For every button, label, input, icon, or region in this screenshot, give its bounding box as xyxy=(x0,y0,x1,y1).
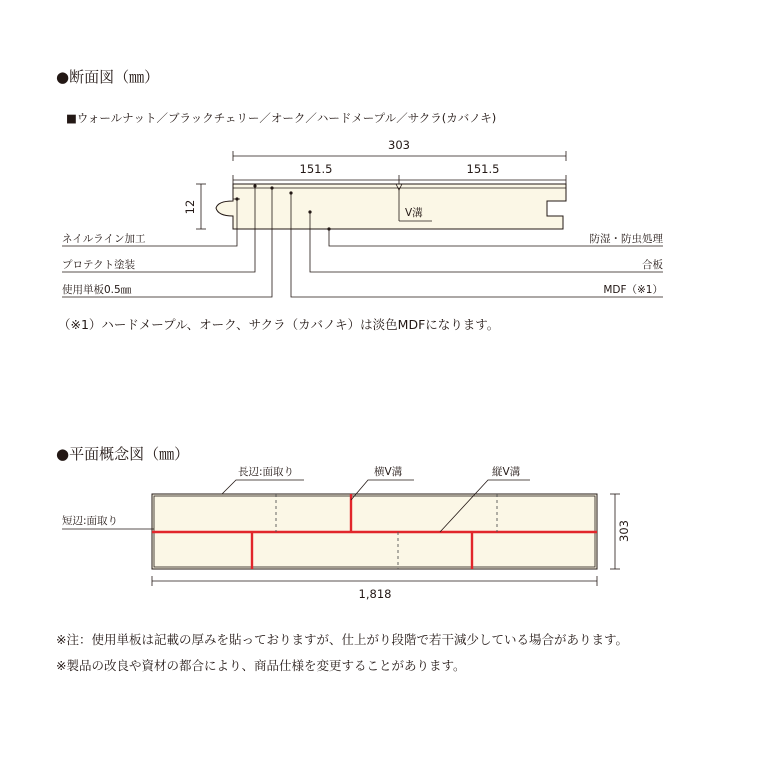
thickness-label: 12 xyxy=(183,199,197,215)
label-protect-coating: プロテクト塗装 xyxy=(62,259,136,271)
label-short-edge: 短辺:面取り xyxy=(62,515,119,527)
label-long-edge: 長辺:面取り xyxy=(238,466,295,478)
label-moisture-treatment: 防湿・防虫処理 xyxy=(589,233,663,245)
board-profile xyxy=(216,184,566,229)
plan-width-label: 303 xyxy=(617,520,631,542)
dim-151-5-right-label: 151.5 xyxy=(466,162,500,176)
dimension-thickness xyxy=(183,184,206,229)
label-plywood: 合板 xyxy=(642,259,663,271)
note-veneer-thickness: ※注：使用単板は記載の厚みを貼っておりますが、仕上がり段階で若干減少している場合があります。 xyxy=(56,632,628,647)
section-title: ●断面図（㎜） xyxy=(56,68,160,86)
label-nail-line: ネイルライン加工 xyxy=(62,233,146,245)
callout-long-edge xyxy=(222,466,304,494)
callout-protect-coating xyxy=(62,184,257,272)
callout-moisture-treatment xyxy=(327,227,663,246)
board-cross-section xyxy=(216,184,566,229)
label-length-groove: 縦V溝 xyxy=(492,466,521,478)
label-cross-groove: 横V溝 xyxy=(374,466,403,478)
dim-303-label: 303 xyxy=(388,138,410,152)
plan-title: ●平面概念図（㎜） xyxy=(56,445,190,463)
dimension-151-5 xyxy=(233,162,566,185)
callout-short-edge xyxy=(62,515,154,529)
label-veneer: 使用単板0.5㎜ xyxy=(62,284,132,296)
mdf-footnote: （※1）ハードメープル、オーク、サクラ（カバノキ）は淡色MDFになります。 xyxy=(58,317,500,332)
callout-nail-line xyxy=(62,197,239,246)
note-spec-change: ※製品の改良や資材の都合により、商品仕様を変更することがあります。 xyxy=(56,658,466,673)
plan-length-label: 1,818 xyxy=(358,587,392,601)
label-mdf: MDF（※1） xyxy=(603,284,663,296)
dim-151-5-left-label: 151.5 xyxy=(299,162,333,176)
species-list: ■ウォールナット／ブラックチェリー／オーク／ハードメープル／サクラ(カバノキ) xyxy=(66,111,497,125)
dimension-303 xyxy=(233,138,566,161)
plan-dimension-length xyxy=(152,576,597,601)
plan-dimension-width xyxy=(610,494,631,569)
v-groove-label: V溝 xyxy=(405,207,423,219)
plank-plan xyxy=(152,494,597,569)
